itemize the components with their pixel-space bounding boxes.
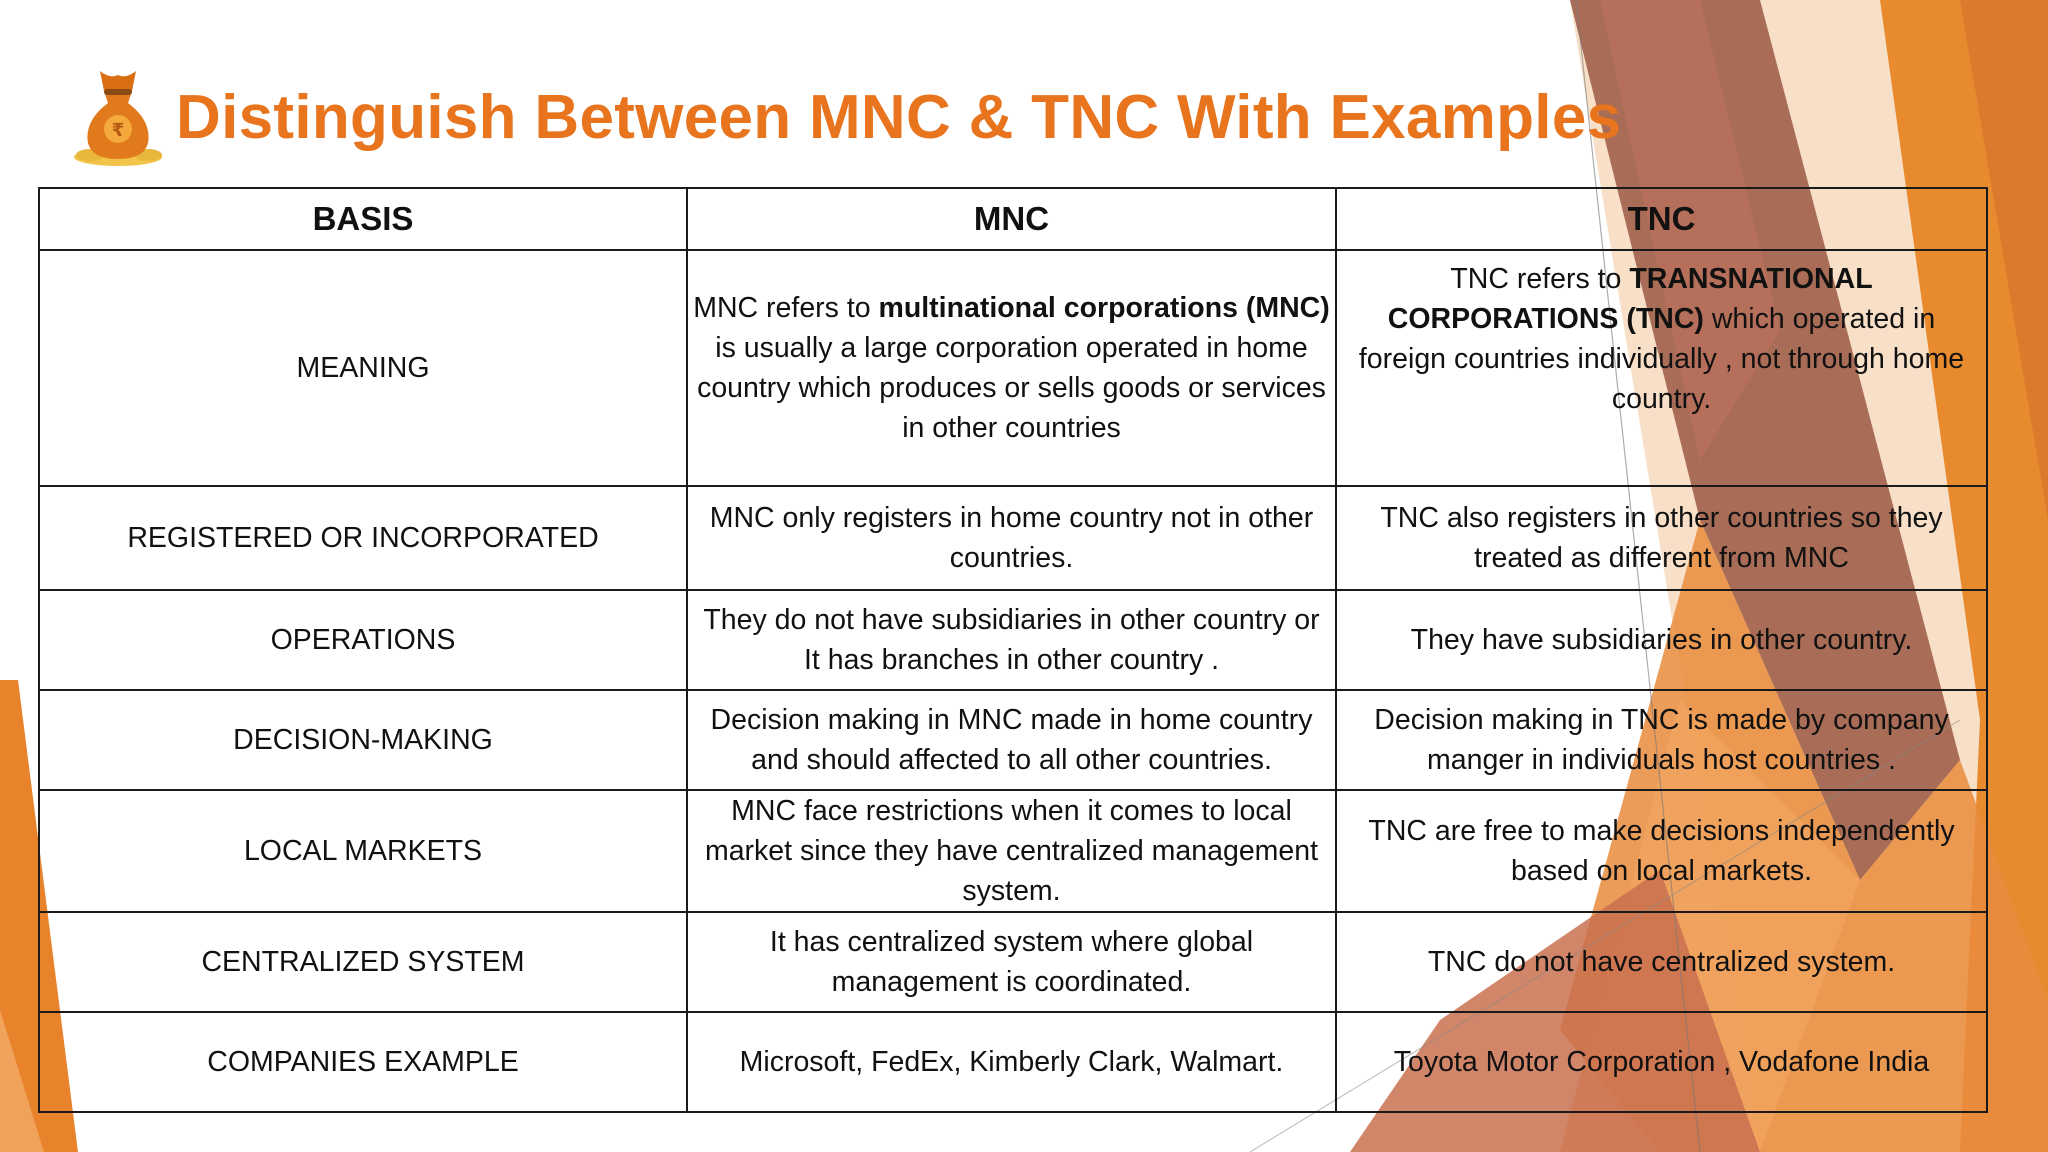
row-basis: MEANING [39, 250, 687, 486]
row-mnc-cell [687, 250, 1336, 486]
cell-text: MNC refers to [693, 292, 879, 324]
table-row [39, 250, 1987, 486]
row-tnc-cell [1336, 250, 1987, 486]
row-tnc-cell: Toyota Motor Corporation , Vodafone India [1336, 1012, 1987, 1112]
table-row [39, 790, 1987, 912]
row-basis: LOCAL MARKETS [39, 790, 687, 912]
table-row [39, 590, 1987, 690]
table-row [39, 912, 1987, 1012]
row-basis: COMPANIES EXAMPLE [39, 1012, 687, 1112]
row-tnc-cell: Decision making in TNC is made by company manger in individuals host countries . [1336, 690, 1987, 790]
row-mnc-cell: Decision making in MNC made in home country and should affected to all other countries. [687, 690, 1336, 790]
cell-bold-text: TRANSNATIONAL CORPORATIONS (TNC) [1387, 263, 1873, 335]
header-tnc: TNC [1336, 188, 1987, 250]
header-basis: BASIS [39, 188, 687, 250]
money-bag-icon [70, 65, 166, 169]
row-mnc-cell: MNC only registers in home country not in other countries. [687, 486, 1336, 590]
cell-bold-text: multinational corporations (MNC) [878, 292, 1330, 324]
svg-text:₹: ₹ [111, 120, 125, 141]
title-row [70, 62, 1621, 172]
row-tnc-cell: TNC do not have centralized system. [1336, 912, 1987, 1012]
row-mnc-cell: MNC face restrictions when it comes to local market since they have centralized management system. [687, 790, 1336, 912]
row-basis: DECISION-MAKING [39, 690, 687, 790]
table-row [39, 1012, 1987, 1112]
row-basis: OPERATIONS [39, 590, 687, 690]
table-row [39, 486, 1987, 590]
row-mnc-cell: They do not have subsidiaries in other country or It has branches in other country . [687, 590, 1336, 690]
row-mnc-cell: It has centralized system where global management is coordinated. [687, 912, 1336, 1012]
cell-text: which operated in foreign countries individually , not through home country. [1358, 303, 1965, 415]
cell-text: TNC refers to [1450, 263, 1630, 295]
row-basis: REGISTERED OR INCORPORATED [39, 486, 687, 590]
row-tnc-cell: TNC are free to make decisions independently based on local markets. [1336, 790, 1987, 912]
comparison-table [38, 187, 1988, 1113]
row-tnc-cell: TNC also registers in other countries so they treated as different from MNC [1336, 486, 1987, 590]
row-tnc-cell: They have subsidiaries in other country. [1336, 590, 1987, 690]
table-row [39, 690, 1987, 790]
row-basis: CENTRALIZED SYSTEM [39, 912, 687, 1012]
page-title: Distinguish Between MNC & TNC With Examples [176, 82, 1622, 152]
table-header-row [39, 188, 1987, 250]
row-mnc-cell: Microsoft, FedEx, Kimberly Clark, Walmart. [687, 1012, 1336, 1112]
header-mnc: MNC [687, 188, 1336, 250]
cell-text: is usually a large corporation operated in home country which produces or sells goods or services in other countries [697, 332, 1326, 444]
comparison-table-container [38, 187, 1986, 1113]
